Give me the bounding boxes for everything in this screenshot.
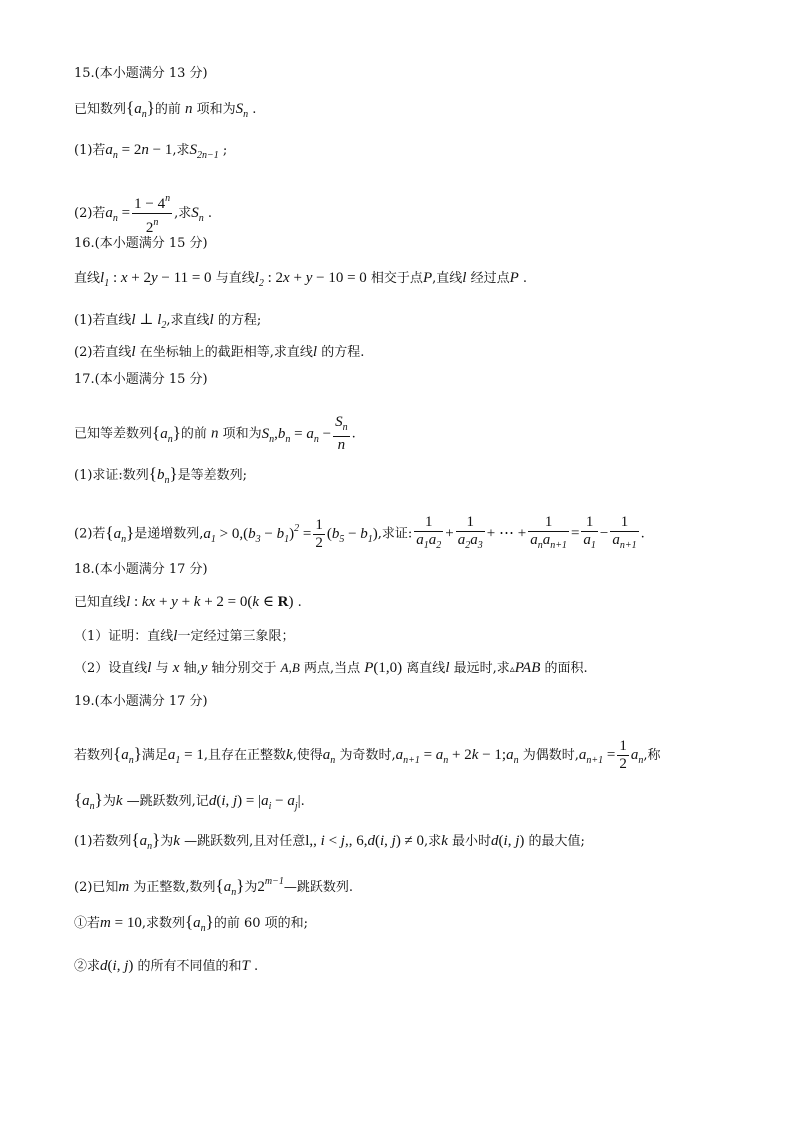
q15-part2: (2)若$a_n$ = $\frac{1 - 4^n}{2^n}$ ,求$S_n$ . bbox=[74, 190, 212, 237]
q17-stem: 已知等差数列$\{a_n\}$的前 n 项和为$S_n,b_n = a_n$ − $\frac{S_n}{n}$ . bbox=[74, 414, 356, 453]
q18-part2-text-e: 两点,当点 bbox=[303, 661, 361, 676]
q19-case2: ②求d(i, j) 的所有不同值的和T . bbox=[74, 958, 259, 974]
q18-part2-text-d: 轴分别交于 bbox=[211, 661, 277, 676]
q19-header bbox=[74, 694, 208, 710]
q18-part2-text-b: 与 bbox=[155, 661, 169, 676]
q18-header bbox=[74, 562, 208, 578]
q16-part1-text-b: ,求直线 bbox=[166, 313, 210, 328]
q19-part1-text-f: 的最大值; bbox=[528, 834, 585, 849]
q15-part2-text-a: (2)若 bbox=[74, 206, 106, 221]
q19-stem: 若数列$\{a_n\}$满足$a_1 = 1$,且存在正整数k,使得$a_n$ 为奇数时$,a_{n+1} = a_n + 2k$ − $1;a_n$ 为偶数时$,a_{n+1}$ = $\frac{1}{2}$ $a_n$,称 bbox=[74, 738, 661, 772]
q16-part2: (2)若直线l 在坐标轴上的截距相等,求直线l 的方程. bbox=[74, 344, 365, 360]
q18-stem-text-a: 已知直线 bbox=[74, 595, 127, 610]
q17-stem-text-c: 项和为 bbox=[222, 426, 262, 442]
q19-part1-text-b: 为 bbox=[160, 834, 174, 849]
q18-header-text: 18.(本小题满分 17 分) bbox=[74, 562, 208, 577]
q18-stem: 已知直线l : kx + y + k + 2 = 0(k ∈ R) . bbox=[74, 594, 302, 610]
q17-stem-text-b: 的前 bbox=[180, 426, 207, 442]
q16-part1-text-c: 的方程; bbox=[217, 313, 262, 328]
q17-part1-text-a: (1)求证:数列 bbox=[74, 468, 149, 483]
q15-stem-text-b: 的前 bbox=[154, 102, 181, 117]
q16-part1: (1)若直线l ⊥ $l_2$,求直线l 的方程; bbox=[74, 312, 262, 331]
q19-stem-text-e: 为奇数时, bbox=[339, 748, 396, 763]
q17-part1: (1)求证:数列$\{b_n\}$是等差数列; bbox=[74, 464, 248, 486]
q19-part2: (2)已知m 为正整数,数列$\{a_n\}$为$2^{m-1}—$跳跃数列. bbox=[74, 876, 354, 898]
q16-stem-text-e: 经过点 bbox=[470, 271, 510, 286]
q19-case1-text-b: ,求数列 bbox=[141, 916, 185, 931]
q19-case1-text-c: 的前 60 项的和; bbox=[213, 916, 308, 931]
q19-stem-text-f: 为偶数时, bbox=[522, 748, 579, 763]
q19-stem-text-a: 若数列 bbox=[74, 748, 114, 763]
q17-part2-text-b: 是递增数列, bbox=[134, 526, 204, 542]
q15-stem: 已知数列$\{a_n\}$的前 n 项和为$S_n$ . bbox=[74, 98, 257, 120]
q19-part1-text-e: 最小时 bbox=[452, 834, 492, 849]
q19-case1-text-a: ①若 bbox=[74, 916, 101, 931]
q15-fraction: $\frac{1 - 4^n}{2^n}$ bbox=[132, 190, 172, 237]
q18-part2-text-f: 离直线 bbox=[406, 661, 446, 676]
q16-header bbox=[74, 236, 208, 252]
q19-stem2: $\{a_n\}$为k —跳跃数列,记d(i, $j) = |a_i - a_j|$. bbox=[74, 790, 305, 812]
q18-part2-text-h: 的面积. bbox=[544, 661, 588, 676]
q19-part1-text-a: (1)若数列 bbox=[74, 834, 132, 849]
q17-part1-text-b: 是等差数列; bbox=[177, 468, 248, 483]
q17-part2-text-a: (2)若 bbox=[74, 526, 106, 542]
q16-stem-text-c: 相交于点 bbox=[370, 271, 423, 286]
q16-header-text: 16.(本小题满分 15 分) bbox=[74, 236, 208, 251]
q19-case2-text-b: 的所有不同值的和 bbox=[137, 959, 242, 974]
q18-part2: （2）设直线l 与 x 轴,y 轴分别交于 A,B 两点,当点 P(1,0) 离直线l 最远时,求▵PAB 的面积. bbox=[74, 660, 588, 676]
q19-stem-text-c: ,且存在正整数 bbox=[203, 748, 286, 763]
q19-stem2-text-a: 为 bbox=[102, 794, 116, 809]
q19-part2-text-a: (2)已知 bbox=[74, 880, 119, 895]
q19-part1-text-c: —跳跃数列,且对任意 bbox=[184, 834, 306, 849]
q15-stem-text-c: 项和为 bbox=[196, 102, 236, 117]
q19-part2-text-c: 为 bbox=[244, 880, 258, 895]
q15-header bbox=[74, 66, 208, 82]
q15-part1-text-b: ,求 bbox=[172, 143, 190, 158]
q19-part1-text-d: ,求 bbox=[424, 834, 442, 849]
q17-part2: (2)若$\{a_n\}$是递增数列$,a_1 > 0,(b_3 - b_1)^2$ = $\frac{1}{2}$ $(b_5 - b_1)$,求证: $\frac{1}{a_1a_2}$ + $\frac{1}{a_2a_3}$ + ⋯ + $\frac{1}{a_na_{n+1}}$ = $\frac{1}{a_1}$ − $\frac{1}{a_{n+1}}$ . bbox=[74, 514, 645, 551]
q15-header-text: 15.(本小题满分 13 分) bbox=[74, 66, 208, 81]
q19-part2-text-d: —跳跃数列. bbox=[283, 880, 354, 895]
q19-stem-text-b: 满足 bbox=[141, 748, 168, 763]
q17-header-text: 17.(本小题满分 15 分) bbox=[74, 372, 208, 387]
q17-stem-text-a: 已知等差数列 bbox=[74, 426, 153, 442]
q15-part1-text-a: (1)若 bbox=[74, 143, 106, 158]
q18-part2-text-a: （2）设直线 bbox=[74, 661, 148, 676]
q19-case2-text-a: ②求 bbox=[74, 959, 101, 974]
q18-part1-text-b: 一定经过第三象限； bbox=[177, 629, 295, 644]
q16-part2-text-c: 的方程. bbox=[321, 345, 365, 360]
q16-stem-text-b: 与直线 bbox=[215, 271, 255, 286]
q18-part1-text-a: （1）证明：直线 bbox=[74, 629, 174, 644]
q18-part2-text-g: 最远时,求 bbox=[453, 661, 510, 676]
q15-part1: (1)若$a_n = 2n - 1$,求$S_{2n-1}$ ; bbox=[74, 142, 228, 161]
q19-stem-text-g: ,称 bbox=[643, 748, 661, 763]
q19-case1: ①若m = 10,求数列$\{a_n\}$的前 60 项的和; bbox=[74, 912, 308, 934]
q16-part2-text-a: (2)若直线 bbox=[74, 345, 132, 360]
q16-part1-text-a: (1)若直线 bbox=[74, 313, 132, 328]
q19-stem-text-d: ,使得 bbox=[292, 748, 323, 763]
q16-part2-text-b: 在坐标轴上的截距相等,求直线 bbox=[139, 345, 313, 360]
q19-stem2-text-b: —跳跃数列,记 bbox=[126, 794, 209, 809]
q16-stem-text-d: ,直线 bbox=[432, 271, 463, 286]
q16-stem-text-a: 直线 bbox=[74, 271, 101, 286]
seq-an: $\{a_n\}$ bbox=[126, 98, 155, 120]
q17-part2-text-c: ,求证: bbox=[377, 526, 413, 542]
q17-fraction: $\frac{S_n}{n}$ bbox=[335, 414, 348, 453]
q17-header bbox=[74, 372, 208, 388]
q15-stem-text-a: 已知数列 bbox=[74, 102, 127, 117]
q18-part1: （1）证明：直线l一定经过第三象限； bbox=[74, 628, 295, 644]
q15-part2-text-b: ,求 bbox=[174, 206, 192, 221]
q19-header-text: 19.(本小题满分 17 分) bbox=[74, 694, 208, 709]
q16-stem: 直线$l_1$ : x + 2y − 11 = 0 与直线$l_2$ : 2x + y − 10 = 0 相交于点P,直线l 经过点P . bbox=[74, 270, 528, 289]
q19-part2-text-b: 为正整数,数列 bbox=[133, 880, 216, 895]
q19-part1: (1)若数列$\{a_n\}$为k —跳跃数列,且对任意l,, i < j,, 6,d(i, j) ≠ 0,求k 最小时d(i, j) 的最大值; bbox=[74, 830, 585, 852]
q18-part2-text-c: 轴, bbox=[183, 661, 201, 676]
